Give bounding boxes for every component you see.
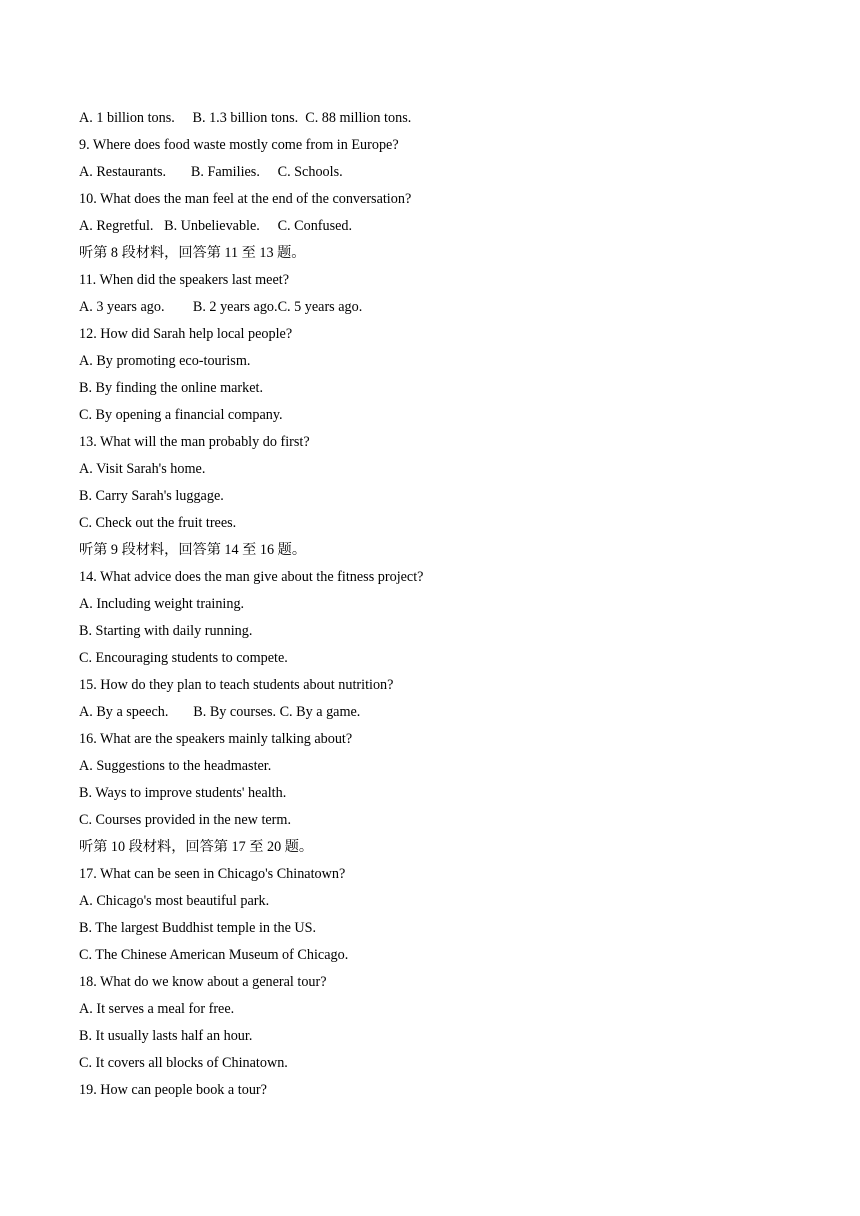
answer-option-18a: A. It serves a meal for free. [79,1001,235,1017]
answer-option-12b: B. By finding the online market. [79,380,264,396]
question-12: 12. How did Sarah help local people? [79,326,293,342]
answer-option-17c: C. The Chinese American Museum of Chicago. [79,947,349,963]
section-instruction-9: 听第 9 段材料，回答第 14 至 16 题。 [79,542,307,558]
answer-options-11: A. 3 years ago. B. 2 years ago.C. 5 years ago. [79,299,363,315]
question-9: 9. Where does food waste mostly come from in Europe? [79,137,399,153]
question-11: 11. When did the speakers last meet? [79,272,289,288]
question-list [79,108,779,1107]
question-17: 17. What can be seen in Chicago's Chinatown? [79,866,346,882]
question-14: 14. What advice does the man give about the fitness project? [79,569,424,585]
answer-option-14a: A. Including weight training. [79,596,245,612]
question-15: 15. How do they plan to teach students about nutrition? [79,677,394,693]
question-16: 16. What are the speakers mainly talking about? [79,731,353,747]
answer-option-18c: C. It covers all blocks of Chinatown. [79,1055,288,1071]
answer-option-14b: B. Starting with daily running. [79,623,253,639]
question-10: 10. What does the man feel at the end of the conversation? [79,191,412,207]
answer-options-9: A. Restaurants. B. Families. C. Schools. [79,164,343,180]
answer-options-15: A. By a speech. B. By courses. C. By a game. [79,704,361,720]
answer-option-13c: C. Check out the fruit trees. [79,515,237,531]
answer-option-17b: B. The largest Buddhist temple in the US. [79,920,317,936]
text-line: A. 1 billion tons. B. 1.3 billion tons. C. 88 million tons. [79,110,412,126]
answer-option-16b: B. Ways to improve students' health. [79,785,287,801]
answer-option-13b: B. Carry Sarah's luggage. [79,488,224,504]
answer-option-13a: A. Visit Sarah's home. [79,461,206,477]
answer-option-18b: B. It usually lasts half an hour. [79,1028,253,1044]
answer-option-12a: A. By promoting eco-tourism. [79,353,251,369]
answer-options-10: A. Regretful. B. Unbelievable. C. Confused. [79,218,353,234]
section-instruction-10: 听第 10 段材料，回答第 17 至 20 题。 [79,839,314,855]
answer-option-16a: A. Suggestions to the headmaster. [79,758,272,774]
answer-option-16c: C. Courses provided in the new term. [79,812,291,828]
question-13: 13. What will the man probably do first? [79,434,310,450]
section-instruction-8: 听第 8 段材料，回答第 11 至 13 题。 [79,245,306,261]
answer-option-14c: C. Encouraging students to compete. [79,650,288,666]
question-19: 19. How can people book a tour? [79,1082,267,1098]
answer-option-17a: A. Chicago's most beautiful park. [79,893,270,909]
answer-option-12c: C. By opening a financial company. [79,407,283,423]
question-18: 18. What do we know about a general tour? [79,974,327,990]
